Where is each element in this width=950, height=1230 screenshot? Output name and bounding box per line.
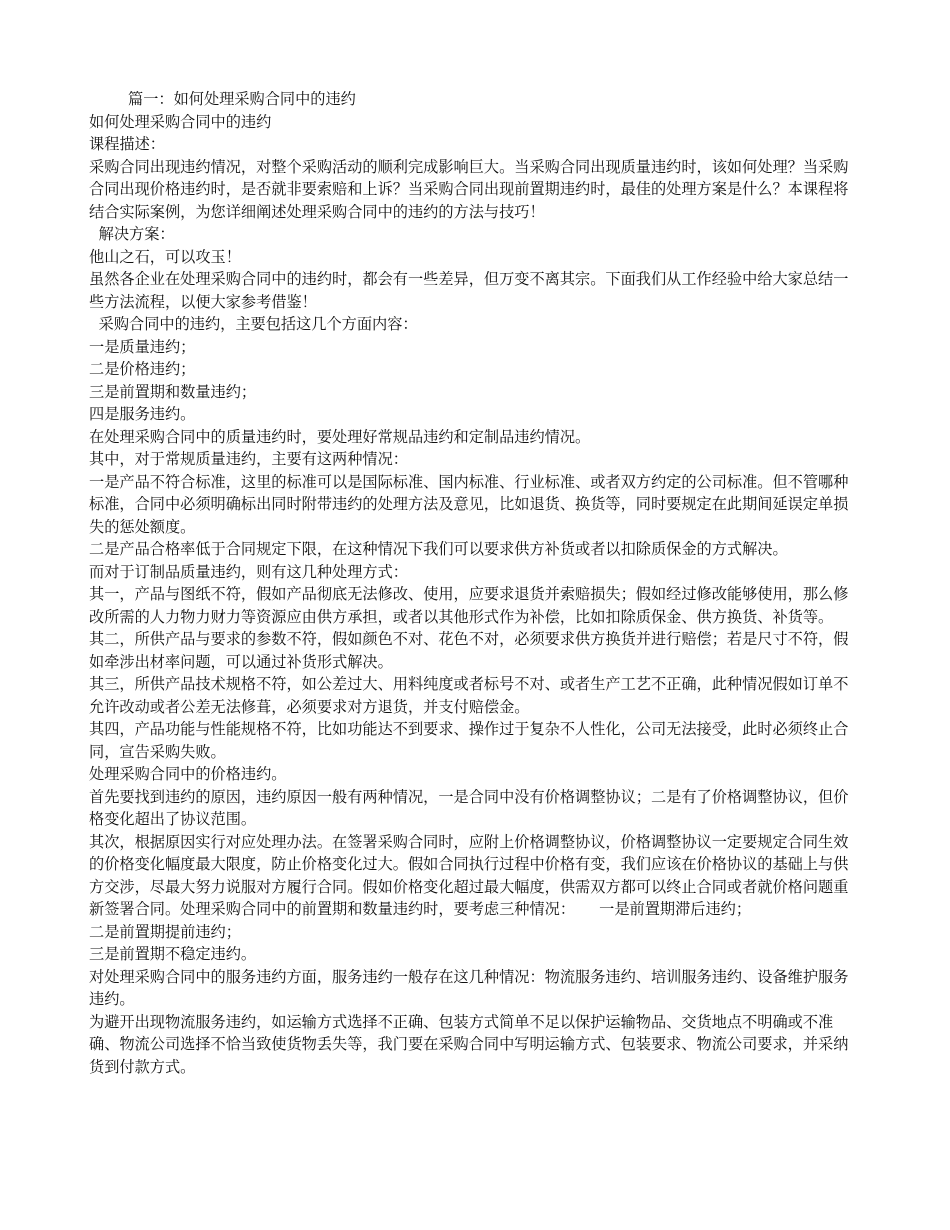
paragraph: 四是服务违约。 — [89, 405, 196, 423]
paragraph: 其中，对于常规质量违约，主要有这两种情况： — [89, 450, 408, 468]
document-heading: 篇一：如何处理采购合同中的违约 — [128, 90, 356, 108]
paragraph: 解决方案： — [89, 225, 175, 243]
paragraph: 一是质量违约； — [89, 337, 196, 356]
paragraph: 其一，产品与图纸不符，假如产品彻底无法修改、使用，应要求退货并索赔损失；假如经过修改能够使用，那么修改所需的人力物力财力等资源应由供方承担，或者以其他形式作为补偿，比如扣除质保金、供方换货、补货等。 — [89, 585, 849, 626]
paragraph: 虽然各企业在处理采购合同中的违约时，都会有一些差异，但万变不离其宗。下面我们从工作经验中给大家总结一些方法流程，以便大家参考借鉴！ — [89, 270, 849, 311]
paragraph: 二是前置期提前违约； — [89, 922, 241, 941]
paragraph: 课程描述： — [89, 135, 165, 153]
paragraph: 处理采购合同中的价格违约。 — [89, 765, 287, 783]
document-page — [89, 88, 861, 1078]
paragraph: 首先要找到违约的原因，违约原因一般有两种情况，一是合同中没有价格调整协议；二是有了价格调整协议，但价格变化超出了协议范围。 — [89, 787, 849, 828]
paragraph: 而对于订制品质量违约，则有这几种处理方式： — [89, 562, 408, 581]
paragraph: 其四，产品功能与性能规格不符，比如功能达不到要求、操作过于复杂不人性化，公司无法接受，此时必须终止合同，宣告采购失败。 — [89, 720, 849, 761]
paragraph: 其三，所供产品技术规格不符，如公差过大、用料纯度或者标号不对、或者生产工艺不正确，此种情况假如订单不允许改动或者公差无法修葺，必须要求对方退货，并支付赔偿金。 — [89, 675, 849, 716]
paragraph: 三是前置期不稳定违约。 — [89, 945, 257, 963]
paragraph: 二是产品合格率低于合同规定下限，在这种情况下我们可以要求供方补货或者以扣除质保金的方式解决。 — [89, 540, 788, 558]
paragraph: 其次，根据原因实行对应处理办法。在签署采购合同时，应附上价格调整协议，价格调整协议一定要规定合同生效的价格变化幅度最大限度，防止价格变化过大。假如合同执行过程中价格有变，我们应该在价格协议的基础上与供方交涉，尽最大努力说服对方履行合同。假如价格变化超过最大幅度，供需双方都可以终止合同或者就价格问题重新签署合同。处理采购合同中的前置期和数量违约时，要考虑三种情况： 一是前置期滞后违约； — [89, 832, 849, 918]
paragraph: 三是前置期和数量违约； — [89, 382, 257, 401]
paragraph: 二是价格违约； — [89, 360, 196, 378]
paragraph: 在处理采购合同中的质量违约时，要处理好常规品违约和定制品违约情况。 — [89, 427, 591, 446]
paragraph: 其二，所供产品与要求的参数不符，假如颜色不对、花色不对，必须要求供方换货并进行赔偿；若是尺寸不符，假如牵涉出材率问题，可以通过补货形式解决。 — [89, 630, 849, 671]
paragraph: 如何处理采购合同中的违约 — [89, 112, 272, 131]
paragraph: 一是产品不符合标准，这里的标准可以是国际标准、国内标准、行业标准、或者双方约定的公司标准。但不管哪种标准，合同中必须明确标出同时附带违约的处理方法及意见，比如退货、换货等，同时要规定在此期间延误定单损失的惩处额度。 — [89, 472, 849, 536]
paragraph: 采购合同中的违约，主要包括这几个方面内容： — [89, 315, 418, 333]
paragraph: 采购合同出现违约情况，对整个采购活动的顺利完成影响巨大。当采购合同出现质量违约时，该如何处理？当采购合同出现价格违约时，是否就非要索赔和上诉？当采购合同出现前置期违约时，最佳的处理方案是什么？本课程将结合实际案例，为您详细阐述处理采购合同中的违约的方法与技巧！ — [89, 157, 849, 221]
paragraph: 他山之石，可以攻玉！ — [89, 247, 241, 266]
paragraph: 对处理采购合同中的服务违约方面，服务违约一般存在这几种情况：物流服务违约、培训服务违约、设备维护服务违约。 — [89, 967, 849, 1008]
paragraph: 为避开出现物流服务违约，如运输方式选择不正确、包装方式简单不足以保护运输物品、交货地点不明确或不准确、物流公司选择不恰当致使货物丢失等，我门要在采购合同中写明运输方式、包装要求、物流公司要求，并采纳货到付款方式。 — [89, 1012, 849, 1076]
